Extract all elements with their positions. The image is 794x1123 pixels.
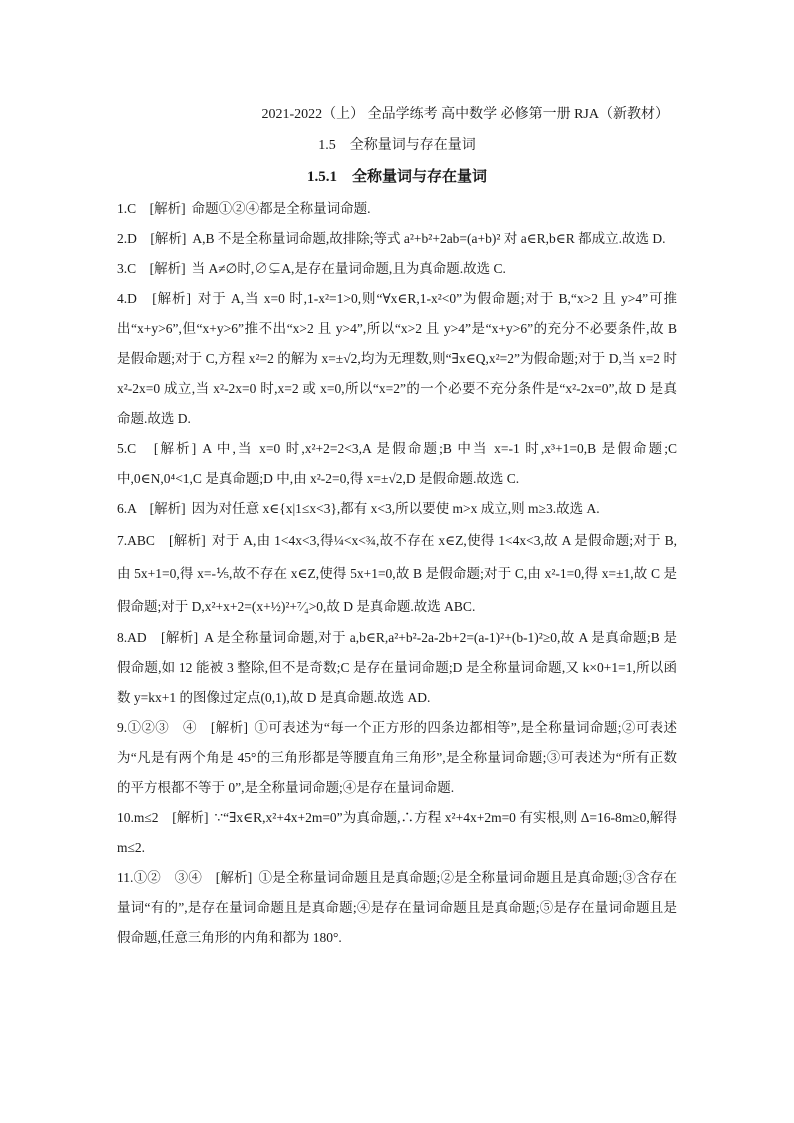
answer-label: 11.①② ③④ [解析] [117,870,253,885]
answer-text: 对于 A,由 1<4x<3,得¼<x<¾,故不存在 x∈Z,使得 1<4x<3,故 A 是假命题;对于 B,由 5x+1=0,得 x=-⅕,故不存在 x∈Z,使得 5x+1=0,故 B 是假命题;对于 C,由 x²-1=0,得 x=±1,故 C 是假命题;对于 D,x²+x+2=(x+½)²+⁷⁄₄>0,故 D 是真命题.故选 ABC. [117,533,678,614]
answer-label: 1.C [解析] [117,201,186,216]
answer-text: ①是全称量词命题且是真命题;②是全称量词命题且是真命题;③含存在量词“有的”,是存在量词命题且是真命题;④是存在量词命题且是真命题;⑤是存在量词命题且是假命题,任意三角形的内角和都为 180°. [117,870,677,945]
answer-label: 10.m≤2 [解析] [117,810,209,825]
answer-item [117,623,677,713]
answer-text: 对于 A,当 x=0 时,1-x²=1>0,则“∀x∈R,1-x²<0”为假命题;对于 B,“x>2 且 y>4”可推出“x+y>6”,但“x+y>6”推不出“x>2 且 y>4”,所以“x>2 且 y>4”是“x+y>6”的充分不必要条件,故 B 是假命题;对于 C,方程 x²=2 的解为 x=±√2,均为无理数,则“∃x∈Q,x²=2”为假命题;对于 D,当 x=2 时 x²-2x=0 成立,当 x²-2x=0 时,x=2 或 x=0,所以“x=2”的一个必要不充分条件是“x²-2x=0”,故 D 是真命题.故选 D. [117,291,677,426]
answer-item [117,254,677,284]
answer-text: A 是全称量词命题,对于 a,b∈R,a²+b²-2a-2b+2=(a-1)²+(b-1)²≥0,故 A 是真命题;B 是假命题,如 12 能被 3 整除,但不是奇数;C 是存在量词命题;D 是全称量词命题,又 k×0+1=1,所以函数 y=kx+1 的图像过定点(0,1),故 D 是真命题.故选 AD. [117,630,677,705]
answer-label: 5.C [解析] [117,441,197,456]
subsection-title: 1.5.1 全称量词与存在量词 [306,169,487,185]
answer-label: 8.AD [解析] [117,630,199,645]
answer-item [117,284,677,434]
answer-label: 9.①②③ ④ [解析] [117,720,248,735]
answer-item [117,863,677,953]
page-header: 2021-2022（上） 全品学练考 高中数学 必修第一册 RJA（新教材） [261,107,669,122]
answer-text: ∵“∃x∈R,x²+4x+2m=0”为真命题,∴方程 x²+4x+2m=0 有实根,则 Δ=16-8m≥0,解得 m≤2. [117,810,677,855]
answer-text: A 中,当 x=0 时,x²+2=2<3,A 是假命题;B 中当 x=-1 时,x³+1=0,B 是假命题;C 中,0∈N,0⁴<1,C 是真命题;D 中,由 x²-2=0,得 x=±√2,D 是假命题.故选 C. [117,441,677,486]
answer-item [117,494,677,524]
answer-list [117,194,677,953]
answer-label: 7.ABC [解析] [117,533,206,548]
section-title: 1.5 全称量词与存在量词 [318,138,476,153]
answer-text: 因为对任意 x∈{x|1≤x<3},都有 x<3,所以要使 m>x 成立,则 m≥3.故选 A. [191,501,600,516]
answer-label: 6.A [解析] [117,501,186,516]
answer-item [117,803,677,863]
answer-label: 2.D [解析] [117,231,187,246]
answer-text: 命题①②④都是全称量词命题. [191,201,371,216]
answer-item [117,524,677,623]
answer-text: A,B 不是全称量词命题,故排除;等式 a²+b²+2ab=(a+b)² 对 a∈R,b∈R 都成立.故选 D. [192,231,666,246]
answer-item [117,434,677,494]
answer-item [117,224,677,254]
answer-text: 当 A≠∅时,∅⊊A,是存在量词命题,且为真命题.故选 C. [191,261,506,276]
answer-item [117,713,677,803]
answer-text: ①可表述为“每一个正方形的四条边都相等”,是全称量词命题;②可表述为“凡是有两个角是 45°的三角形都是等腰直角三角形”,是全称量词命题;③可表述为“所有正数的平方根都不等于 0”,是全称量词命题;④是存在量词命题. [117,720,678,795]
answer-item [117,194,677,224]
answer-label: 4.D [解析] [117,291,191,306]
answer-label: 3.C [解析] [117,261,186,276]
